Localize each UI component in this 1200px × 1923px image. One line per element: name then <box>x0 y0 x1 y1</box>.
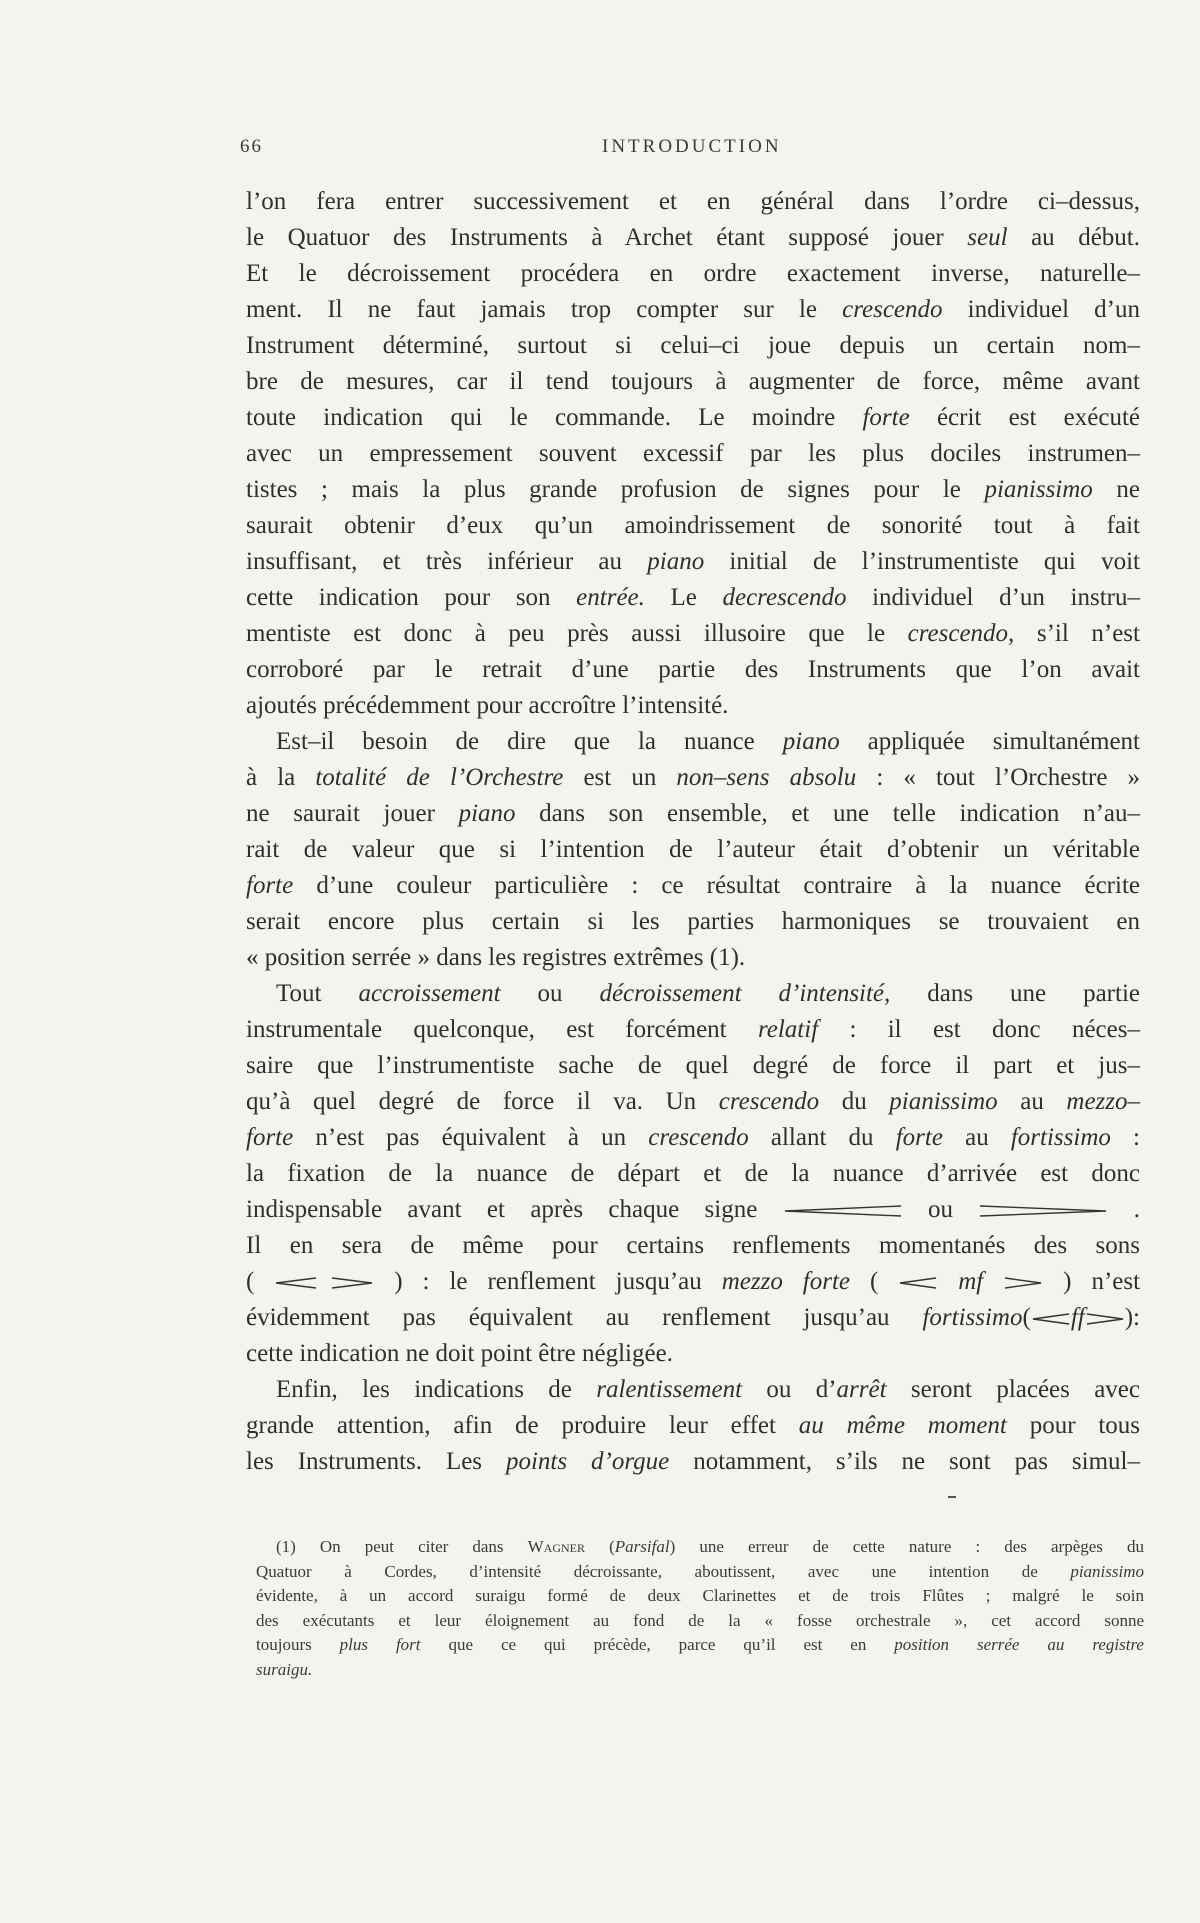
text-run: bre de mesures, car il tend toujours à augmenter de force, même avant <box>246 368 1140 395</box>
italic-term: piano <box>647 548 705 575</box>
footnote-line <box>256 1584 1144 1609</box>
text-run: ( <box>850 1268 899 1295</box>
text-line <box>246 1372 1140 1408</box>
italic-term: suraigu. <box>256 1659 313 1679</box>
text-run: toujours <box>256 1635 340 1654</box>
text-line <box>246 436 1140 472</box>
text-run: . <box>1108 1196 1141 1223</box>
text-line <box>246 976 1140 1012</box>
text-run: au <box>997 1088 1067 1115</box>
italic-term: mezzo forte <box>721 1268 851 1295</box>
running-title: INTRODUCTION <box>602 136 782 157</box>
page-number: 66 <box>240 136 263 157</box>
text-line <box>246 724 1140 760</box>
italic-term: accroissement <box>358 980 501 1007</box>
text-run: d’une couleur particulière : ce résultat contraire à la nuance écrite <box>293 872 1140 899</box>
text-run: ) : le renflement jusqu’au <box>374 1268 722 1295</box>
text-run: ajoutés précédemment pour accroître l’intensité. <box>246 692 729 719</box>
text-run: appliquée simultanément <box>839 728 1141 755</box>
text-line <box>246 544 1140 580</box>
text-run: insuffisant, et très inférieur au <box>246 548 648 575</box>
text-line <box>246 580 1140 616</box>
italic-term: Parsifal <box>614 1537 670 1556</box>
text-run: l’on fera entrer successivement et en général dans l’ordre ci–dessus, <box>246 188 1140 215</box>
text-run: rait de valeur que si l’intention de l’auteur était d’obtenir un véritable <box>246 836 1140 863</box>
page-header <box>240 136 1140 166</box>
text-run: ou <box>902 1196 979 1223</box>
text-run: Wagner <box>527 1537 586 1556</box>
italic-term: entrée. <box>576 584 645 611</box>
swell-hairpin-icon <box>274 1276 374 1290</box>
text-run: au <box>942 1124 1011 1151</box>
text-run: : il est donc néces– <box>818 1016 1140 1043</box>
italic-term: forte <box>895 1124 943 1151</box>
separator-mark <box>948 1496 956 1498</box>
text-line <box>246 868 1140 904</box>
text-run: évidente, à un accord suraigu formé de deux Clarinettes et de trois Flûtes ; malgré le soin <box>256 1586 1144 1605</box>
text-line <box>246 1084 1140 1120</box>
italic-term: ff <box>1070 1304 1085 1331</box>
italic-term: pianissimo <box>1070 1561 1144 1581</box>
text-run: (1) On peut citer dans <box>276 1537 528 1556</box>
italic-term: forte <box>246 872 294 899</box>
italic-term: crescendo, <box>907 620 1015 647</box>
italic-term: totalité de l’Orchestre <box>315 764 564 791</box>
decrescendo-hairpin-icon <box>1085 1312 1125 1326</box>
text-run: ment. Il ne faut jamais trop compter sur le <box>246 296 843 323</box>
text-line <box>246 1336 1140 1372</box>
italic-term: au même moment <box>798 1412 1007 1439</box>
italic-term: forte <box>246 1124 294 1151</box>
text-run: n’est pas équivalent à un <box>293 1124 649 1151</box>
italic-term: non–sens absolu <box>676 764 857 791</box>
text-line <box>246 1192 1140 1228</box>
text-line <box>246 184 1140 220</box>
text-run: instrumentale quelconque, est forcément <box>246 1016 758 1043</box>
text-run: Et le décroissement procédera en ordre exactement inverse, naturelle– <box>246 260 1140 287</box>
text-run: : <box>1110 1124 1140 1151</box>
text-line <box>246 796 1140 832</box>
italic-term: ralentissement <box>596 1376 743 1403</box>
footnote-line <box>256 1633 1144 1658</box>
text-run: seront placées avec <box>886 1376 1140 1403</box>
text-run: la fixation de la nuance de départ et de la nuance d’arrivée est donc <box>246 1160 1140 1187</box>
text-run: les Instruments. Les <box>246 1448 506 1475</box>
text-run: ( <box>585 1537 615 1556</box>
text-run: au début. <box>1007 224 1140 251</box>
italic-term: points d’orgue <box>505 1448 670 1475</box>
crescendo-hairpin-icon <box>1031 1312 1071 1326</box>
text-run: ne saurait jouer <box>246 800 459 827</box>
text-run: écrit est exécuté <box>909 404 1141 431</box>
text-run: le Quatuor des Instruments à Archet étant supposé jouer <box>246 224 968 251</box>
text-run: initial de l’instrumentiste qui voit <box>704 548 1140 575</box>
text-run: Est–il besoin de dire que la nuance <box>276 728 783 755</box>
text-line <box>246 832 1140 868</box>
decrescendo-hairpin-icon <box>1003 1276 1043 1290</box>
italic-term: seul <box>967 224 1008 251</box>
text-run: « position serrée » dans les registres extrêmes (1). <box>246 944 746 971</box>
text-run: cette indication ne doit point être négligée. <box>246 1340 673 1367</box>
text-run: à la <box>246 764 316 791</box>
text-run: serait encore plus certain si les parties harmoniques se trouvaient en <box>246 908 1140 935</box>
text-run: corroboré par le retrait d’une partie des Instruments que l’on avait <box>246 656 1140 683</box>
crescendo-hairpin-icon <box>783 1204 903 1218</box>
text-run: ou d’ <box>742 1376 837 1403</box>
italic-term: arrêt <box>836 1376 887 1403</box>
italic-term: decrescendo <box>722 584 847 611</box>
text-run: toute indication qui le commande. Le moindre <box>246 404 863 431</box>
text-run: du <box>819 1088 890 1115</box>
text-run: Quatuor à Cordes, d’intensité décroissante, aboutissent, avec une intention de <box>256 1561 1071 1581</box>
text-run: mentiste est donc à peu près aussi illusoire que le <box>246 620 908 647</box>
text-run: Il en sera de même pour certains renflements momentanés des sons <box>246 1232 1140 1259</box>
text-line <box>246 364 1140 400</box>
italic-term: mezzo– <box>1066 1088 1140 1115</box>
text-line <box>246 1120 1140 1156</box>
text-run: évidemment pas équivalent au renflement jusqu’au <box>246 1304 923 1331</box>
text-line <box>246 1300 1140 1336</box>
text-run: Tout <box>276 980 359 1007</box>
text-line <box>246 1012 1140 1048</box>
text-line <box>246 1228 1140 1264</box>
text-run: saurait obtenir d’eux qu’un amoindrissement de sonorité tout à fait <box>246 512 1140 539</box>
text-line <box>246 508 1140 544</box>
text-run: individuel d’un instru– <box>846 584 1140 611</box>
italic-term: pianissimo <box>984 476 1093 503</box>
text-run: individuel d’un <box>942 296 1140 323</box>
italic-term: crescendo <box>718 1088 820 1115</box>
text-line <box>246 472 1140 508</box>
text-run: dans une partie <box>890 980 1140 1007</box>
text-line <box>246 220 1140 256</box>
text-run: cette indication pour son <box>246 584 577 611</box>
footnote-line <box>256 1535 1144 1560</box>
italic-term: relatif <box>757 1016 819 1043</box>
text-run: Enfin, les indications de <box>276 1376 597 1403</box>
text-run: qu’à quel degré de force il va. Un <box>246 1088 719 1115</box>
text-run: grande attention, afin de produire leur effet <box>246 1412 799 1439</box>
italic-term: position serrée au registre <box>894 1635 1144 1654</box>
text-run: Le <box>644 584 723 611</box>
text-line <box>246 760 1140 796</box>
text-run: allant du <box>748 1124 896 1151</box>
text-run: dans son ensemble, et une telle indication n’au– <box>515 800 1140 827</box>
text-line <box>246 1048 1140 1084</box>
text-line <box>246 1264 1140 1300</box>
italic-term: plus fort <box>339 1635 421 1654</box>
footnote-line <box>256 1609 1144 1634</box>
text-run: pour tous <box>1006 1412 1140 1439</box>
text-run: ) une erreur de cette nature : des arpèges du <box>669 1537 1144 1556</box>
text-line <box>246 940 1140 976</box>
text-line <box>246 1444 1140 1480</box>
text-run: ) n’est <box>1043 1268 1141 1295</box>
italic-term: fortissimo <box>1010 1124 1111 1151</box>
text-line <box>246 616 1140 652</box>
text-run: notamment, s’ils ne sont pas simul– <box>669 1448 1140 1475</box>
text-run: Instrument déterminé, surtout si celui–ci joue depuis un certain nom– <box>246 332 1140 359</box>
text-run: tistes ; mais la plus grande profusion de signes pour le <box>246 476 985 503</box>
decrescendo-hairpin-icon <box>978 1204 1108 1218</box>
text-line <box>246 904 1140 940</box>
footnote-line <box>256 1658 1144 1683</box>
italic-term: fortissimo <box>922 1304 1023 1331</box>
italic-term: piano <box>458 800 516 827</box>
text-line <box>246 688 1140 724</box>
italic-term: forte <box>862 404 910 431</box>
text-run: que ce qui précède, parce qu’il est en <box>420 1635 895 1654</box>
body-text <box>246 184 1140 1480</box>
text-run: : « tout l’Orchestre » <box>856 764 1141 791</box>
text-line <box>246 400 1140 436</box>
text-run: saire que l’instrumentiste sache de quel degré de force il part et jus– <box>246 1052 1140 1079</box>
footnote <box>256 1535 1144 1682</box>
italic-term: crescendo <box>648 1124 749 1151</box>
text-run: s’il n’est <box>1014 620 1140 647</box>
text-run: des exécutants et leur éloignement au fond de la « fosse orchestrale », cet accord sonne <box>256 1610 1144 1630</box>
text-line <box>246 1408 1140 1444</box>
text-run: avec un empressement souvent excessif par les plus dociles instrumen– <box>246 440 1140 467</box>
italic-term: pianissimo <box>889 1088 998 1115</box>
text-run: ne <box>1092 476 1140 503</box>
italic-term: piano <box>782 728 840 755</box>
text-run: ( <box>246 1268 275 1295</box>
text-run: ( <box>1022 1304 1031 1331</box>
text-line <box>246 256 1140 292</box>
text-line <box>246 292 1140 328</box>
footnote-line <box>256 1560 1144 1585</box>
text-line <box>246 1156 1140 1192</box>
text-line <box>246 652 1140 688</box>
text-line <box>246 328 1140 364</box>
italic-term: décroissement d’intensité, <box>599 980 891 1007</box>
italic-term: crescendo <box>842 296 943 323</box>
italic-term: mf <box>938 1268 1004 1295</box>
text-run: ): <box>1124 1304 1140 1331</box>
crescendo-hairpin-icon <box>898 1276 938 1290</box>
text-run: est un <box>563 764 677 791</box>
text-run: indispensable avant et après chaque signe <box>246 1196 783 1223</box>
text-run: ou <box>500 980 600 1007</box>
